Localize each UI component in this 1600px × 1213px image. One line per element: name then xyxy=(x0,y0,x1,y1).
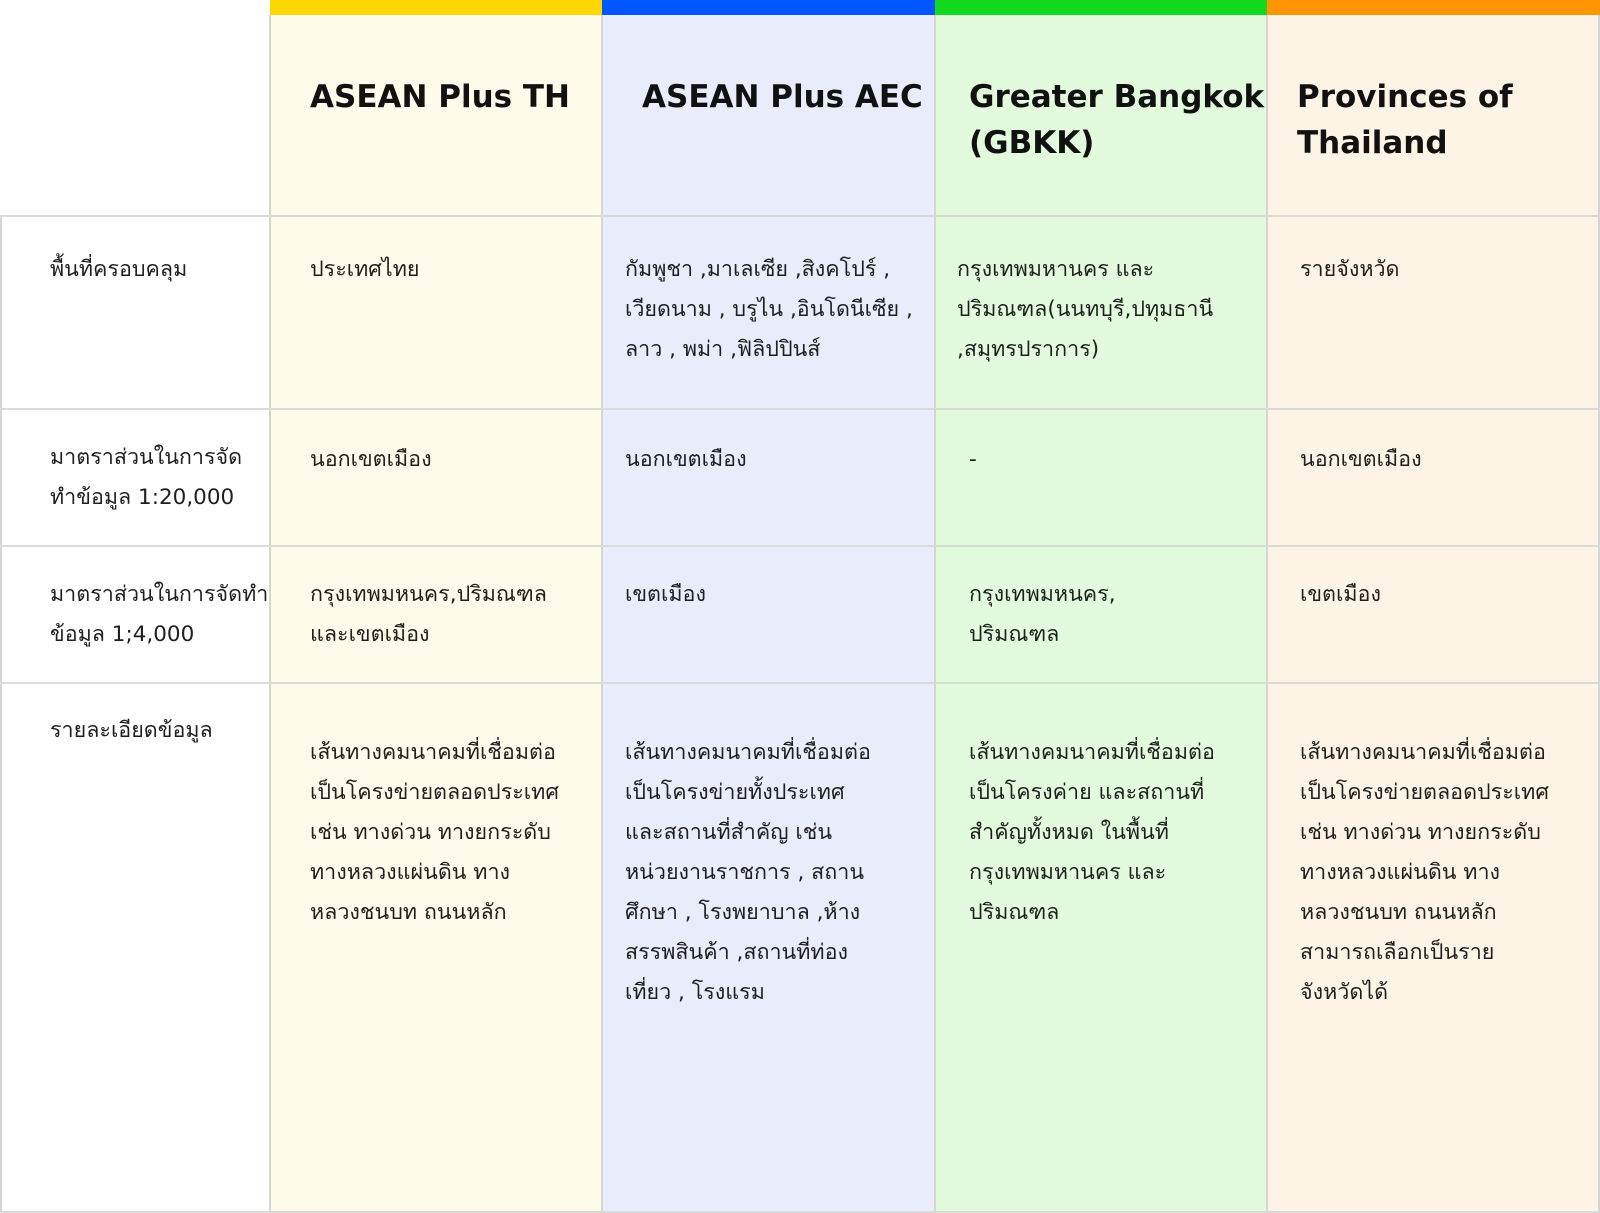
grid-line xyxy=(0,682,1600,684)
cell-coverage-th: ประเทศไทย xyxy=(310,257,420,282)
cell-scale-20000-aec: นอกเขตเมือง xyxy=(625,447,747,472)
cell-scale-4000-th: กรุงเทพมหนคร,ปริมณฑล และเขตเมือง xyxy=(310,582,547,647)
row-label-scale-4000: มาตราส่วนในการจัดทำ ข้อมูล 1;4,000 xyxy=(50,582,269,647)
row-label-scale-20000: มาตราส่วนในการจัด ทำข้อมูล 1:20,000 xyxy=(50,445,243,510)
header-asean-plus-aec: ASEAN Plus AEC xyxy=(642,79,923,115)
color-bar-aec xyxy=(602,0,935,15)
cell-coverage-provinces: รายจังหวัด xyxy=(1300,257,1400,282)
cell-details-aec: เส้นทางคมนาคมที่เชื่อมต่อ เป็นโครงข่ายทั้งประเทศ และสถานที่สำคัญ เช่น หน่วยงานราชการ , สถาน ศึกษา , โรงพยาบาล ,ห้าง สรรพสินค้า ,สถานที่ท่อง เที่ยว , โรงแรม xyxy=(625,740,871,1005)
cell-details-gbkk: เส้นทางคมนาคมที่เชื่อมต่อ เป็นโครงค่าย และสถานที่ สำคัญทั้งหมด ในพื้นที่ กรุงเทพมหานคร และ ปริมณฑล xyxy=(969,740,1215,925)
color-bar-th xyxy=(270,0,602,15)
cell-details-th: เส้นทางคมนาคมที่เชื่อมต่อ เป็นโครงข่ายตลอดประเทศ เช่น ทางด่วน ทางยกระดับ ทางหลวงแผ่นดิน ทาง หลวงชนบท ถนนหลัก xyxy=(310,740,559,925)
row-label-coverage: พื้นที่ครอบคลุม xyxy=(50,257,188,282)
grid-line xyxy=(0,408,1600,410)
cell-scale-4000-aec: เขตเมือง xyxy=(625,582,706,607)
header-provinces: Provinces of Thailand xyxy=(1297,79,1513,161)
cell-scale-20000-th: นอกเขตเมือง xyxy=(310,447,432,472)
header-greater-bangkok: Greater Bangkok (GBKK) xyxy=(969,79,1265,161)
grid-line xyxy=(269,15,271,1213)
row-label-details: รายละเอียดข้อมูล xyxy=(50,718,213,743)
grid-line xyxy=(0,216,2,1213)
cell-scale-20000-provinces: นอกเขตเมือง xyxy=(1300,447,1422,472)
grid-line xyxy=(934,15,936,1213)
grid-line xyxy=(1266,15,1268,1213)
cell-coverage-aec: กัมพูชา ,มาเลเซีย ,สิงคโปร์ , เวียดนาม , บรูไน ,อินโดนีเซีย , ลาว , พม่า ,ฟิลิปปินส์ xyxy=(625,257,913,362)
cell-scale-20000-gbkk: - xyxy=(969,447,977,472)
cell-details-provinces: เส้นทางคมนาคมที่เชื่อมต่อ เป็นโครงข่ายตลอดประเทศ เช่น ทางด่วน ทางยกระดับ ทางหลวงแผ่นดิน ทาง หลวงชนบท ถนนหลัก สามารถเลือกเป็นราย จังหวัดได้ xyxy=(1300,740,1549,1005)
cell-coverage-gbkk: กรุงเทพมหานคร และ ปริมณฑล(นนทบุรี,ปทุมธานี ,สมุทรปราการ) xyxy=(957,257,1214,362)
cell-scale-4000-provinces: เขตเมือง xyxy=(1300,582,1381,607)
grid-line xyxy=(0,545,1600,547)
grid-line xyxy=(0,215,1600,217)
header-asean-plus-th: ASEAN Plus TH xyxy=(310,79,570,115)
cell-scale-4000-gbkk: กรุงเทพมหนคร, ปริมณฑล xyxy=(969,582,1116,647)
grid-line xyxy=(601,15,603,1213)
color-bar-provinces xyxy=(1267,0,1600,15)
color-bar-gbkk xyxy=(935,0,1267,15)
